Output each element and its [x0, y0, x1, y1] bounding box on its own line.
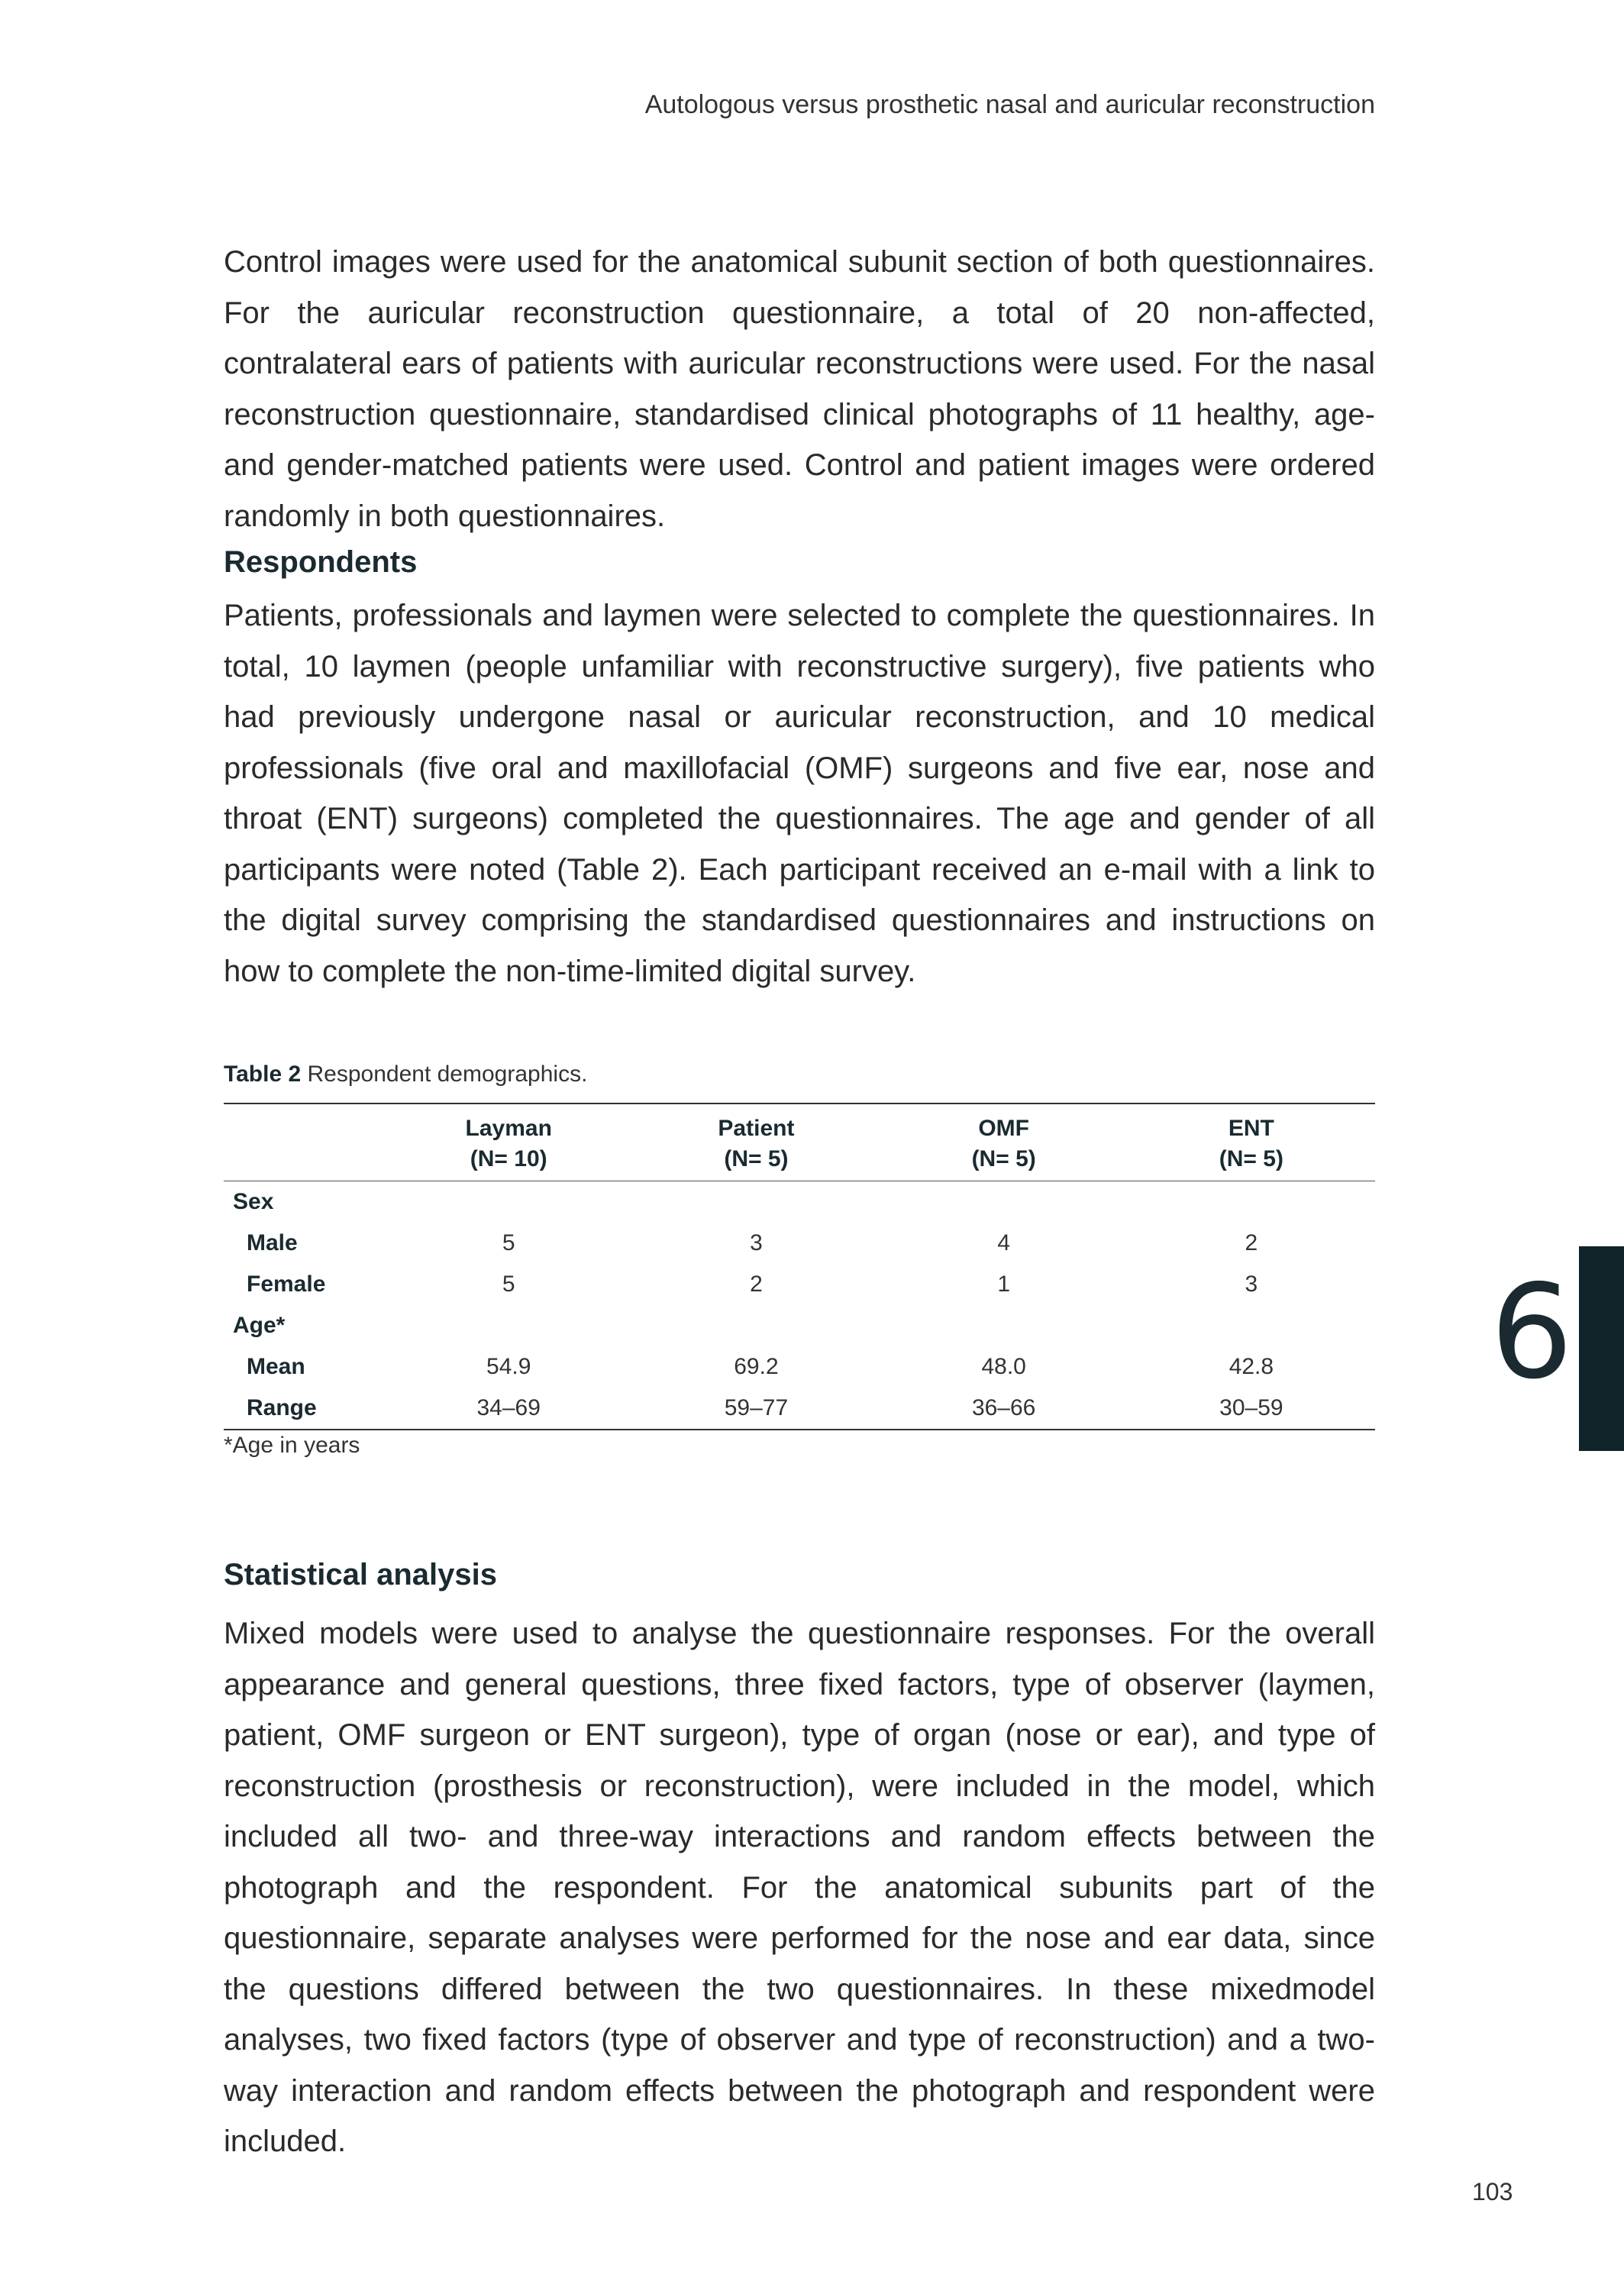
table-cell: 34–69	[476, 1395, 541, 1420]
table-cell: 3	[1245, 1272, 1258, 1297]
header-ent: ENT (N= 5)	[1219, 1116, 1283, 1171]
table-cell: 4	[997, 1230, 1010, 1255]
row-label-female: Female	[247, 1272, 326, 1297]
table-cell: 1	[997, 1272, 1010, 1297]
table-cell: 5	[502, 1272, 515, 1297]
running-head: Autologous versus prosthetic nasal and auricular reconstruction	[644, 90, 1375, 119]
statistical-heading: Statistical analysis	[224, 1558, 497, 1591]
header-omf: OMF (N= 5)	[971, 1116, 1036, 1171]
table-cell: 42.8	[1228, 1354, 1274, 1379]
table-cell: 2	[750, 1272, 763, 1297]
table-caption	[224, 1061, 587, 1087]
table-cell: 3	[750, 1230, 763, 1255]
table-cell: 2	[1245, 1230, 1258, 1255]
table-cell: 54.9	[486, 1354, 531, 1379]
respondents-heading: Respondents	[224, 545, 418, 579]
table-row	[224, 1346, 1375, 1388]
row-label-range: Range	[247, 1395, 317, 1420]
table-cell: 30–59	[1219, 1395, 1283, 1420]
row-label-mean: Mean	[247, 1354, 305, 1379]
header-empty	[224, 1103, 385, 1181]
demographics-table	[224, 1103, 1375, 1430]
table-row	[224, 1388, 1375, 1430]
table-row	[224, 1223, 1375, 1264]
header-layman: Layman (N= 10)	[465, 1116, 552, 1171]
table-footnote: *Age in years	[224, 1433, 360, 1458]
table-caption-label: Table 2	[224, 1061, 302, 1087]
table-cell: 36–66	[971, 1395, 1036, 1420]
table-cell: 69.2	[734, 1354, 779, 1379]
page-number: 103	[1472, 2178, 1513, 2205]
group-label-sex: Sex	[233, 1189, 274, 1214]
table-row	[224, 1264, 1375, 1305]
table-header-row	[224, 1103, 1375, 1181]
statistical-paragraph: Mixed models were used to analyse the questionnaire responses. For the overall appearance and general questions, three fixed factors, type of observer (laymen, patient, OMF surgeon or ENT surgeon), type of organ (nose or ear), and type of reconstruction (prosthesis or reconstruction), were included in the model, which included all two- and three-way interactions and random effects between the photograph and the respondent. For the anatomical subunits part of the questionnaire, separate analyses were performed for the nose and ear data, since the questions differed between the two questionnaires. In these mixedmodel analyses, two fixed factors (type of observer and type of reconstruction) and a two-way interaction and random effects between the photograph and respondent were included.	[224, 1617, 1375, 2158]
row-label-male: Male	[247, 1230, 298, 1255]
table-cell: 5	[502, 1230, 515, 1255]
table-cell: 59–77	[724, 1395, 789, 1420]
group-label-age: Age*	[233, 1313, 286, 1338]
chapter-number: 6	[1490, 1257, 1574, 1408]
table-row-sex	[224, 1181, 1375, 1223]
table-caption-text: Respondent demographics.	[307, 1061, 588, 1087]
respondents-paragraph: Patients, professionals and laymen were selected to complete the questionnaires. In total, 10 laymen (people unfamiliar with reconstructive surgery), five patients who had previously undergone nasal or auricular reconstruction, and 10 medical professionals (five oral and maxillofacial (OMF) surgeons and five ear, nose and throat (ENT) surgeons) completed the questionnaires. The age and gender of all participants were noted (Table 2). Each participant received an e-mail with a link to the digital survey comprising the standardised questionnaires and instructions on how to complete the non-time-limited digital survey.	[224, 599, 1375, 988]
chapter-tab	[1579, 1246, 1624, 1451]
header-patient: Patient (N= 5)	[718, 1116, 795, 1171]
intro-paragraph: Control images were used for the anatomical subunit section of both questionnaires. For the auricular reconstruction questionnaire, a total of 20 non-affected, contralateral ears of patients with auricular reconstructions were used. For the nasal reconstruction questionnaire, standardised clinical photographs of 11 healthy, age- and gender-matched patients were used. Control and patient images were ordered randomly in both questionnaires.	[224, 245, 1375, 533]
table-cell: 48.0	[981, 1354, 1026, 1379]
table-row-age	[224, 1305, 1375, 1346]
